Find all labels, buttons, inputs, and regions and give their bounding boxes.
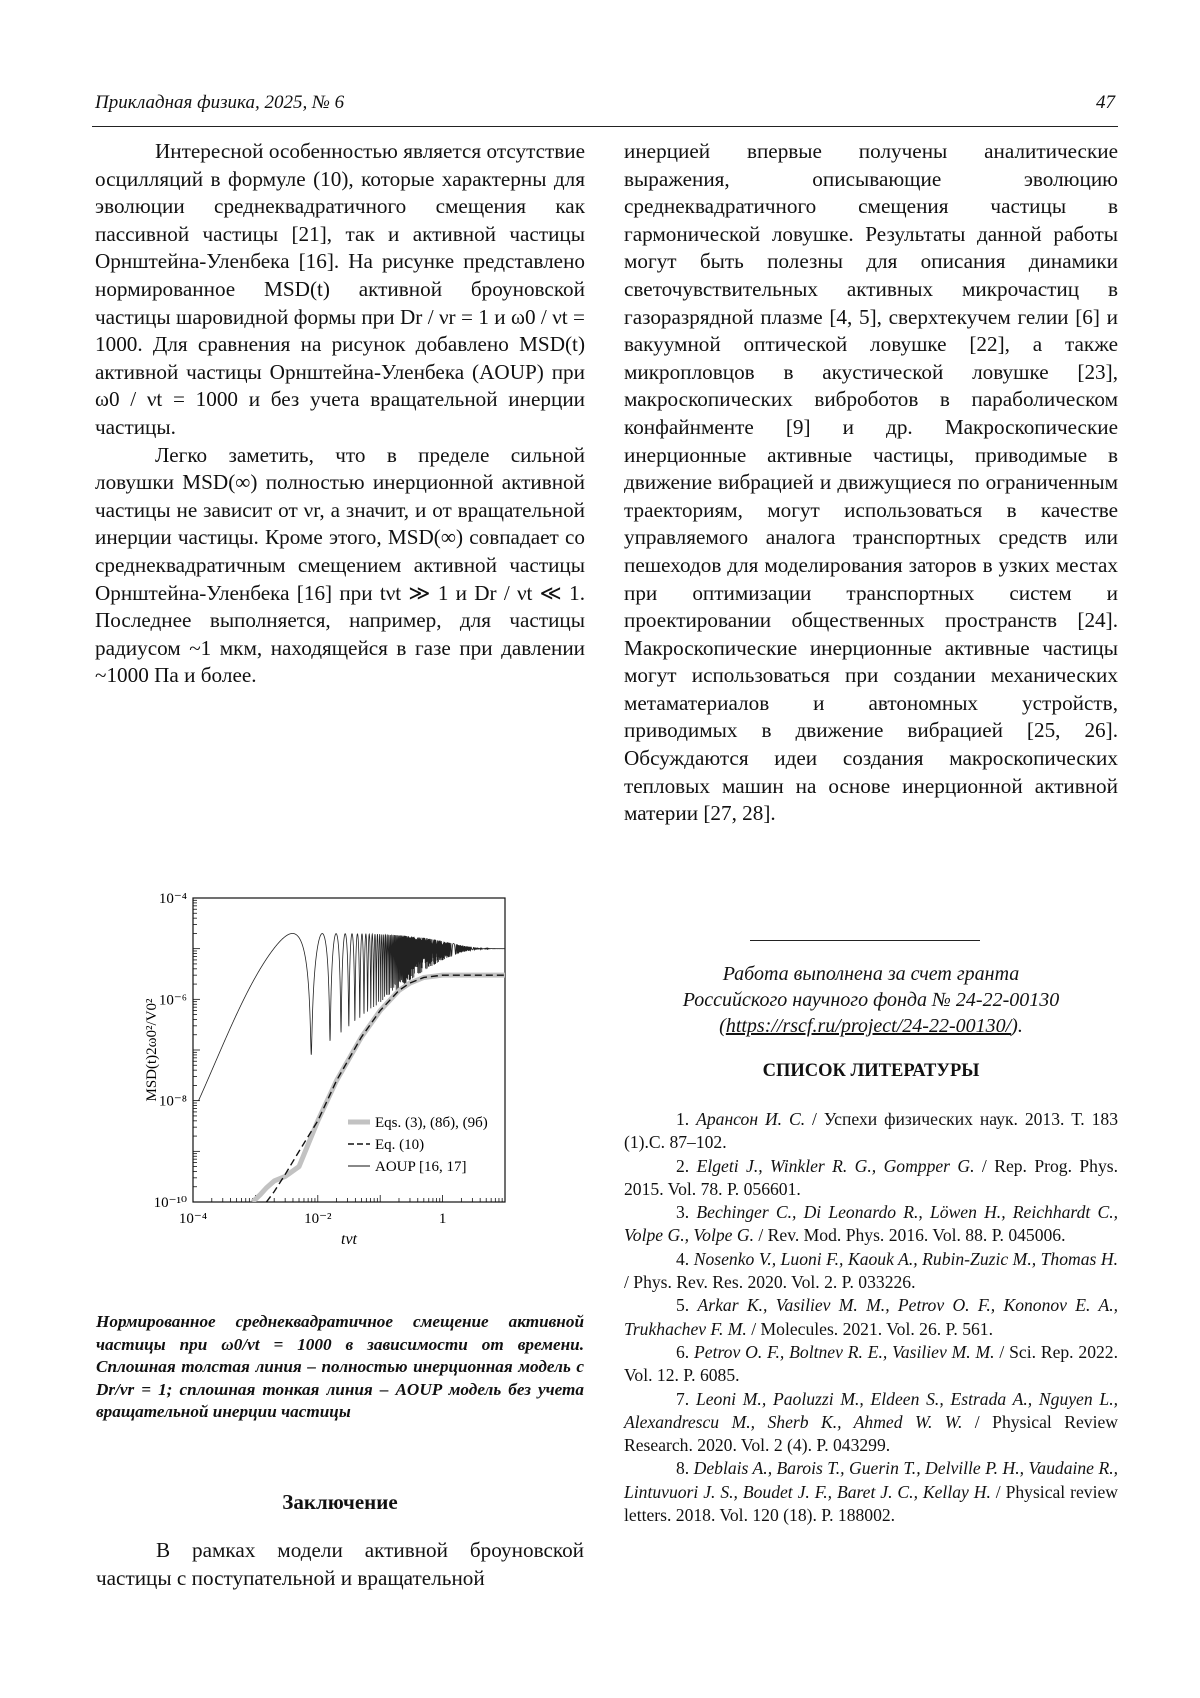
grant-line-3 xyxy=(624,1013,1118,1039)
grant-line-1: Работа выполнена за счет гранта xyxy=(722,963,1020,985)
y-tick-label: 10⁻¹⁰ xyxy=(153,1195,187,1211)
reference-authors: Арансон И. С. xyxy=(696,1109,806,1129)
right-paragraph-1: инерцией впервые получены аналитические выражения, описывающие эволюцию среднеквадратичного смещения частицы в гармонической ловушке. Результаты данной работы могут быть полезны для описания динамики светочувствительных активных микрочастиц в газоразрядной плазме [4, 5], сверхтекучем гелии [6] и вакуумной оптической ловушке [22], а также микропловцов в акустической ловушке [23], макроскопических виброботов в параболическом конфайнменте [9] и др. Макроскопические инерционные активные частицы, приводимые в движение вибрацией и движущиеся по ограниченным траекториям, могут использоваться в качестве управляемого аналога транспортных средств или пешеходов для моделирования заторов в узких местах при оптимизации транспортных систем и проектировании общественных пространств [24]. Макроскопические инерционные активные частицы могут использоваться при создании механических метаматериалов и автономных устройств, приводимых в движение вибрацией [25, 26]. Обсуждаются идеи создания макроскопических тепловых машин на основе инерционной активной материи [27, 28]. xyxy=(624,139,1118,826)
running-header xyxy=(95,92,1115,118)
conclusion-paragraph: В рамках модели активной броуновской частицы с поступательной и вращательной xyxy=(96,1538,584,1590)
reference-number: 3. xyxy=(676,1202,690,1223)
grant-close-paren: ). xyxy=(1011,1015,1023,1037)
grant-open-paren: ( xyxy=(719,1015,726,1037)
conclusion-heading: Заключение xyxy=(282,1490,398,1514)
grant-line-2: Российского научного фонда № 24-22-00130 xyxy=(682,989,1060,1011)
series-aoup-line xyxy=(193,933,505,1100)
reference-source: / Sci. Rep. 2022. Vol. 12. P. 6085. xyxy=(624,1341,1118,1386)
x-tick-label: 10⁻² xyxy=(304,1211,332,1227)
reference-source: / Rep. Prog. Phys. 2015. Vol. 78. P. 056601. xyxy=(624,1155,1118,1199)
reference-authors: Deblais A., Barois T., Guerin T., Delville P. H., Vaudaine R., Lintuvuori J. S., Boudet J. F., Baret J. C., Kellay H. xyxy=(624,1458,1118,1502)
reference-authors: Petrov O. F., Boltnev R. E., Vasiliev M. M. xyxy=(694,1341,995,1362)
reference-number: 2. xyxy=(676,1155,690,1176)
x-tick-label: 10⁻⁴ xyxy=(178,1211,208,1227)
conclusion-text xyxy=(96,1537,584,1592)
reference-item xyxy=(624,1108,1118,1155)
left-column xyxy=(95,138,585,690)
section-divider xyxy=(750,940,980,941)
legend-label: Eq. (10) xyxy=(375,1137,425,1153)
legend-label: AOUP [16, 17] xyxy=(375,1159,467,1175)
reference-authors: Bechinger C., Di Leonardo R., Löwen H., Reichhardt C., Volpe G., Volpe G. xyxy=(624,1202,1118,1246)
reference-number: 4. xyxy=(676,1248,690,1269)
journal-title: Прикладная физика, 2025, № 6 xyxy=(95,92,345,113)
reference-source: / Physical review letters. 2018. Vol. 120 (18). P. 188002. xyxy=(624,1481,1118,1526)
reference-item xyxy=(624,1457,1118,1527)
reference-source: / Успехи физических наук. 2013. Т. 183 (1).С. 87–102. xyxy=(624,1109,1118,1153)
reference-item xyxy=(624,1388,1118,1458)
references-heading: СПИСОК ЛИТЕРАТУРЫ xyxy=(762,1061,980,1081)
msd-figure xyxy=(130,880,550,1300)
y-axis-label: MSD(t)2ω0²/V0² xyxy=(144,998,160,1102)
reference-authors: Nosenko V., Luoni F., Kaouk A., Rubin-Zuzic M., Thomas H. xyxy=(693,1248,1118,1269)
grant-url-link[interactable]: https://rscf.ru/project/24-22-00130/ xyxy=(725,1015,1012,1037)
reference-number: 1. xyxy=(676,1109,690,1129)
reference-source: / Molecules. 2021. Vol. 26. P. 561. xyxy=(746,1318,993,1339)
left-paragraph-2: Легко заметить, что в пределе сильной ловушки MSD(∞) полностью инерционной активной частицы не зависит от νr, а значит, и от вращательной инерции частицы. Кроме этого, MSD(∞) совпадает со среднеквадратичным смещением активной частицы Орнштейна-Уленбека [16] при tνt ≫ 1 и Dr / νt ≪ 1. Последнее выполняется, например, для частицы радиусом ~1 мкм, находящейся в газе при давлении ~1000 Па и более. xyxy=(95,442,585,688)
right-column xyxy=(624,138,1118,828)
references-list xyxy=(624,1108,1118,1527)
page-number: 47 xyxy=(1096,92,1115,113)
reference-authors: Arkar K., Vasiliev M. M., Petrov O. F., Kononov E. A., Trukhachev F. M. xyxy=(624,1295,1118,1339)
reference-authors: Elgeti J., Winkler R. G., Gompper G. xyxy=(696,1155,975,1176)
reference-number: 6. xyxy=(676,1341,690,1362)
reference-item xyxy=(624,1294,1118,1341)
reference-number: 5. xyxy=(676,1295,690,1316)
reference-item xyxy=(624,1341,1118,1388)
plot-frame xyxy=(193,898,505,1202)
y-tick-label: 10⁻⁸ xyxy=(158,1093,187,1110)
reference-source: / Rev. Mod. Phys. 2016. Vol. 88. P. 045006. xyxy=(753,1225,1066,1246)
grant-acknowledgement xyxy=(624,961,1118,1039)
x-axis-label: tνt xyxy=(341,1231,357,1248)
reference-item xyxy=(624,1155,1118,1202)
reference-source: / Physical Review Research. 2020. Vol. 2 (4). P. 043299. xyxy=(624,1411,1118,1456)
header-rule xyxy=(92,126,1118,127)
reference-item xyxy=(624,1248,1118,1295)
y-tick-label: 10⁻⁴ xyxy=(158,891,187,907)
reference-number: 7. xyxy=(676,1388,690,1409)
reference-source: / Phys. Rev. Res. 2020. Vol. 2. P. 033226. xyxy=(624,1272,916,1293)
y-tick-label: 10⁻⁶ xyxy=(158,992,187,1009)
figure-caption: Нормированное среднеквадратичное смещение активной частицы при ω0/νt = 1000 в зависимости от времени. Сплошная толстая линия – полностью инерционная модель с Dr/νr = 1; сплошная тонкая линия – AOUP модель без учета вращательной инерции частицы xyxy=(96,1312,584,1422)
legend-label: Eqs. (3), (8б), (9б) xyxy=(375,1115,488,1131)
x-tick-label: 1 xyxy=(438,1211,447,1227)
reference-item xyxy=(624,1201,1118,1248)
msd-chart xyxy=(130,880,550,1300)
reference-authors: Leoni M., Paoluzzi M., Eldeen S., Estrada A., Nguyen L., Alexandrescu M., Sherb K., Ahmed W. W. xyxy=(624,1388,1118,1432)
reference-number: 8. xyxy=(676,1458,690,1479)
left-paragraph-1: Интересной особенностью является отсутствие осцилляций в формуле (10), которые характерны для эволюции среднеквадратичного смещения как пассивной частицы [21], так и активной частицы Орнштейна-Уленбека [16]. На рисунке представлено нормированное MSD(t) активной броуновской частицы шаровидной формы при Dr / νr = 1 и ω0 / νt = 1000. Для сравнения на рисунок добавлено MSD(t) активной частицы Орнштейна-Уленбека (AOUP) при ω0 / νt = 1000 и без учета вращательной инерции частицы. xyxy=(95,139,585,439)
